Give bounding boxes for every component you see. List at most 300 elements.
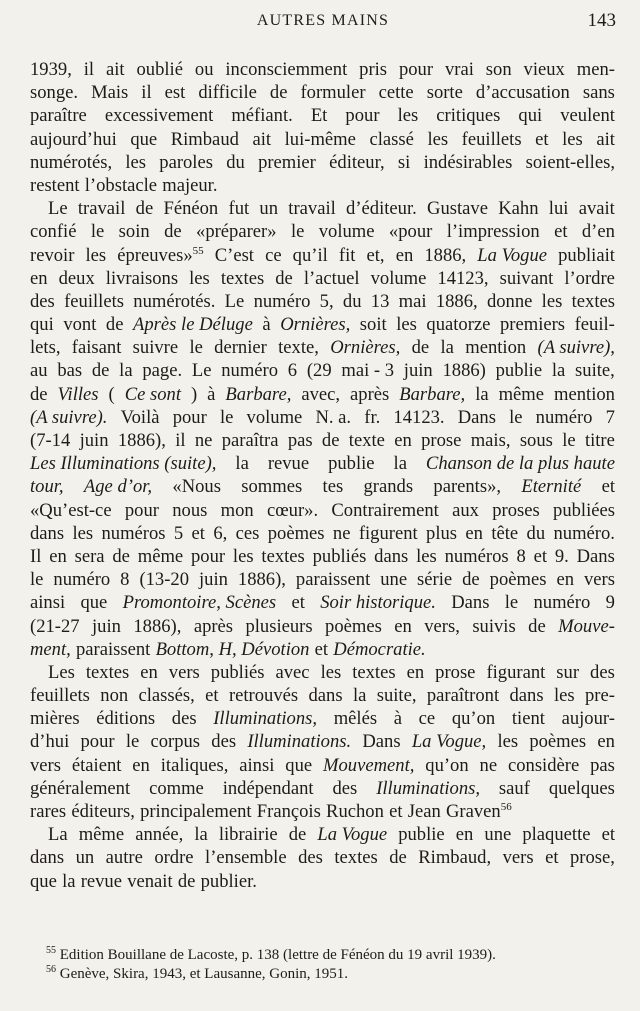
word: revoir [30, 244, 75, 266]
word: texte [348, 430, 385, 451]
word: de [177, 870, 196, 892]
word: et, [366, 244, 385, 266]
word: 8 [120, 569, 130, 591]
text-line [30, 707, 615, 730]
word: (A suivre). [30, 406, 108, 428]
word: sommes [241, 476, 303, 498]
word: volume [318, 221, 375, 243]
word: numéro [535, 406, 593, 428]
text-line [30, 800, 615, 823]
word: ou [194, 59, 214, 80]
text-line [30, 452, 615, 475]
word: figurant [486, 661, 546, 683]
word: à [262, 314, 271, 336]
word: les [397, 105, 419, 127]
footnote-marker: 56 [500, 800, 512, 813]
word: italiques, [160, 754, 229, 776]
word: Illuminations, [213, 708, 318, 730]
word: suivant [499, 267, 554, 289]
word: qui [518, 105, 543, 127]
word: la [235, 453, 249, 475]
text-line [30, 777, 615, 800]
word: et [314, 638, 329, 660]
word: que [30, 870, 57, 892]
word: ainsi [30, 592, 66, 614]
word: plusieurs [245, 615, 313, 637]
footnotes [30, 946, 615, 984]
word: ces [235, 522, 260, 544]
word: numéro [221, 360, 279, 382]
word: épreuves»$^{55}$ [117, 244, 204, 266]
word: Voilà [120, 406, 160, 428]
word: fit [338, 244, 356, 266]
word: l’impression [446, 221, 540, 243]
word: généralement [30, 777, 131, 799]
word: mais, [470, 430, 511, 451]
word: difficile [198, 82, 257, 104]
word: pour [124, 499, 159, 521]
word: travail [77, 198, 126, 220]
word: corpus [150, 731, 201, 753]
word: principalement [140, 801, 252, 822]
word: 1886), [133, 615, 182, 637]
text-line [30, 58, 615, 81]
word: dans [308, 685, 343, 707]
word: Ornières, [330, 337, 401, 359]
word: l’ensemble [205, 847, 287, 869]
word: le [30, 569, 44, 591]
word: de [321, 430, 340, 451]
word: Barbare, [399, 383, 466, 405]
word: 1886), [117, 430, 166, 451]
text-line [30, 336, 615, 359]
word: fut [228, 198, 250, 220]
text-line [30, 429, 615, 452]
word: en [395, 244, 414, 266]
word: à [393, 708, 402, 730]
word: (21-27 [30, 615, 80, 637]
word: (A suivre), [537, 337, 615, 359]
footnote-number: 55 [46, 945, 56, 956]
word: 1886), [237, 569, 286, 591]
word: textes [220, 267, 265, 289]
text-line [30, 104, 615, 127]
word: donne [486, 290, 533, 312]
word: mêlés [333, 708, 378, 730]
word: Le [191, 360, 212, 382]
word: Graven$^{56}$ [445, 800, 512, 822]
word: lui-même [284, 128, 356, 150]
word: pas [287, 430, 313, 451]
word: classé [369, 128, 414, 150]
word: d’accusation [475, 82, 570, 104]
word: et [601, 824, 615, 846]
word: textes [261, 545, 305, 567]
word: vont [63, 314, 97, 336]
word: éditeur, [329, 151, 385, 173]
word: «Nous [172, 476, 221, 498]
word: sera [74, 545, 105, 567]
word: Et [310, 105, 328, 127]
word: parents», [433, 476, 502, 498]
word: pris [359, 59, 388, 80]
word: dernier [214, 337, 267, 359]
word: les [497, 731, 519, 753]
word: d’éditeur. [346, 198, 417, 220]
word: 14123. [393, 406, 445, 428]
word: l’actuel [303, 267, 360, 289]
text-line [30, 661, 615, 684]
word: le [90, 221, 105, 243]
word: «pour [388, 221, 433, 243]
word: Illuminations. [247, 731, 352, 753]
text-line [30, 846, 615, 869]
footnote-number: 56 [46, 964, 56, 975]
word: sorte [426, 82, 463, 104]
word: suite, [376, 685, 417, 707]
word: publie [328, 453, 375, 475]
word: Kahn [498, 198, 539, 220]
word: Contrairement [331, 499, 439, 521]
word: après [350, 383, 390, 405]
word: en [49, 545, 67, 567]
text-line [30, 174, 615, 197]
word: fr. [364, 406, 381, 428]
word: à [207, 383, 216, 405]
word: des [211, 731, 237, 753]
word: paraîtront [426, 685, 500, 707]
word: veulent [560, 105, 615, 127]
word: même [137, 545, 184, 567]
word: et [545, 847, 559, 869]
word: non [100, 685, 129, 707]
word: quelques [548, 777, 615, 799]
word: paraître [30, 105, 87, 127]
word: inconsciemment [225, 59, 348, 80]
word: les [232, 545, 254, 567]
word: de [269, 82, 288, 104]
word: La Vogue, [411, 731, 487, 753]
word: le [219, 406, 234, 428]
word: suivis [472, 615, 516, 637]
word: Chanson de la plus haute [425, 453, 615, 475]
word: pour [172, 406, 207, 428]
word: ( [108, 383, 115, 405]
word: et [533, 545, 547, 567]
text-line [30, 870, 615, 893]
word: de [411, 337, 430, 359]
word: ne [479, 754, 498, 776]
word: la [440, 337, 454, 359]
word: vers [583, 569, 615, 591]
word: numéros [444, 545, 509, 567]
word: et [554, 221, 568, 243]
word: et [535, 128, 549, 150]
word: numéro. [553, 522, 615, 544]
word: tour, [30, 476, 64, 498]
word: sans [582, 82, 615, 104]
word: en [556, 569, 574, 591]
text-line [30, 522, 615, 545]
word: sous [519, 430, 553, 451]
word: Ornières, [280, 314, 351, 336]
word: 1886) [442, 360, 486, 382]
word: figurent [358, 522, 418, 544]
word: premiers [499, 314, 566, 336]
word: un [75, 847, 95, 869]
word: dans [509, 685, 544, 707]
word: 1886, [435, 290, 478, 312]
word: les [125, 151, 147, 173]
word: pas [590, 754, 615, 776]
word: revue [267, 453, 310, 475]
word: Après le Déluge [133, 314, 253, 336]
word: ment, [30, 638, 71, 660]
page-number: 143 [587, 10, 616, 31]
word: de [30, 383, 48, 405]
word: 1939, [30, 59, 72, 80]
word: la [194, 824, 208, 846]
footnote-text: Edition Bouillane de Lacoste, p. 138 (lettre de Fénéon du 19 avril 1939). [56, 947, 496, 963]
word: Le [224, 290, 245, 312]
word: feuillets [30, 685, 90, 707]
word: numérotés. [133, 290, 216, 312]
word: 13 [370, 290, 390, 312]
word: en [140, 661, 158, 683]
word: en [406, 661, 425, 683]
word: deux [58, 267, 95, 289]
word: prose [421, 430, 462, 451]
word: pour [398, 59, 434, 80]
word: la [475, 383, 489, 405]
word: «préparer» [196, 221, 277, 243]
word: soin [118, 221, 150, 243]
word: 6, [213, 522, 228, 544]
word: grands [363, 476, 414, 498]
text-line [30, 591, 615, 614]
word: les [553, 685, 575, 707]
text-line [30, 290, 615, 313]
word: bas [57, 360, 83, 382]
text-line [30, 406, 615, 429]
word: un [259, 198, 279, 220]
word: songe. [30, 82, 79, 104]
word: Villes [57, 383, 99, 405]
word: revue [80, 870, 122, 892]
word: Rimbaud [170, 128, 239, 150]
word: ordre [154, 847, 194, 869]
word: vers, [424, 615, 460, 637]
word: vers [30, 754, 61, 776]
text-line [30, 499, 615, 522]
word: même [78, 824, 125, 846]
word: qu’on [451, 708, 496, 730]
text-line [30, 128, 615, 151]
word: ait [106, 59, 125, 80]
word: plus [426, 522, 458, 544]
word: en [597, 731, 615, 753]
word: 5 [173, 522, 184, 544]
word: Démocratie. [333, 638, 426, 660]
word: rares [30, 801, 67, 822]
word: la [352, 685, 367, 707]
word: Eternité [521, 476, 582, 498]
text-line [30, 267, 615, 290]
word: 1886, [424, 244, 467, 266]
word: en [30, 267, 48, 289]
word: ce [418, 708, 436, 730]
word: aujour- [561, 708, 615, 730]
word: et [191, 522, 205, 544]
word: publiées [553, 499, 615, 521]
word: publiés [312, 545, 367, 567]
word: l’ordre [564, 267, 615, 289]
word: ait [252, 128, 272, 150]
word: Les [48, 661, 75, 683]
word: des [298, 847, 323, 869]
word: cœur». [267, 499, 319, 521]
word: aux [452, 499, 479, 521]
word: le [509, 406, 523, 428]
word: textes [352, 661, 396, 683]
word: livraisons [105, 267, 179, 289]
word: soit [359, 314, 387, 336]
word: il [175, 430, 186, 451]
text-line [30, 615, 615, 638]
word: pre- [584, 685, 615, 707]
word: Age d’or, [83, 476, 153, 498]
word: considère [507, 754, 580, 776]
word: Jean [407, 801, 441, 822]
footnote [30, 965, 615, 984]
word: du [226, 151, 245, 173]
word: d’hui [30, 731, 70, 753]
word: pour [191, 545, 226, 567]
word: vieux [523, 59, 565, 80]
word: 7 [605, 406, 615, 428]
word: est [164, 82, 186, 104]
word: mon [220, 499, 254, 521]
word: la [119, 360, 133, 382]
word: Promontoire, Scènes [122, 592, 277, 614]
footnote-text: Genève, Skira, 1943, et Lausanne, Gonin, 1951. [56, 966, 349, 982]
word: juin [403, 360, 433, 382]
word: texte, [278, 337, 319, 359]
word: mention [554, 383, 615, 405]
word: Ruchon [326, 801, 384, 822]
word: au [30, 360, 48, 382]
word: le [504, 592, 519, 614]
word: l’obstacle [84, 174, 158, 196]
word: lets, [30, 337, 61, 359]
word: librairie [218, 824, 278, 846]
word: La Vogue [477, 244, 548, 266]
word: quatorze [426, 314, 491, 336]
word: La Vogue [317, 824, 388, 846]
text-line [30, 545, 615, 568]
word: il [83, 59, 95, 80]
word: publiait [558, 244, 615, 266]
word: poèmes [529, 731, 587, 753]
word: avait [578, 198, 615, 220]
word: qu’il [292, 244, 328, 266]
word: La [48, 824, 68, 846]
word: paroles [159, 151, 213, 173]
word: année, [135, 824, 184, 846]
word: dans [374, 545, 409, 567]
word: poèmes [489, 569, 547, 591]
word: de [91, 360, 110, 382]
word: et [291, 592, 305, 614]
word: numéro [253, 290, 311, 312]
word: classés, [138, 685, 195, 707]
text-line [30, 754, 615, 777]
word: et [601, 476, 615, 498]
word: numéros [101, 522, 166, 544]
word: premier [258, 151, 316, 173]
word: paraissent [295, 569, 371, 591]
word: Ce sont [124, 383, 181, 405]
word: suivre [132, 337, 179, 359]
word: 9. [554, 545, 569, 567]
word: feuillets [461, 128, 522, 150]
word: ) [190, 383, 198, 405]
word: Fénéon [163, 198, 219, 220]
word: les [416, 545, 437, 567]
word: méfiant. [231, 105, 293, 127]
word: confié [30, 221, 77, 243]
word: ainsi [239, 754, 275, 776]
word: en [394, 430, 412, 451]
word: 5, [319, 290, 334, 312]
word: après [193, 615, 234, 637]
word: des [30, 290, 55, 312]
word: si [397, 151, 411, 173]
word: textes [571, 290, 615, 312]
footnote-marker: 55 [192, 244, 204, 257]
word: numéro [53, 569, 111, 591]
word: proses [492, 499, 540, 521]
word: même [498, 383, 545, 405]
word: de [275, 267, 293, 289]
word: le [189, 337, 203, 359]
word: pour [345, 105, 380, 127]
word: publier. [200, 870, 257, 892]
word: ne [194, 430, 213, 451]
word: de [389, 847, 407, 869]
word: majeur. [162, 174, 218, 196]
word: les [427, 128, 449, 150]
word: de [112, 545, 130, 567]
word: que [130, 128, 158, 150]
word: juin [79, 430, 109, 451]
word: tête [491, 522, 519, 544]
word: en [465, 522, 483, 544]
word: la [393, 453, 407, 475]
word: il [141, 82, 152, 104]
word: son [485, 59, 512, 80]
word: indépendant [222, 777, 314, 799]
word: ne [332, 522, 351, 544]
word: page. [142, 360, 183, 382]
word: numéro [533, 592, 591, 614]
word: paraissent [76, 638, 151, 660]
word: qui [30, 314, 54, 336]
word: d’en [581, 221, 615, 243]
word: publie [495, 360, 543, 382]
word: oublié [136, 59, 183, 80]
word: Mais [91, 82, 129, 104]
